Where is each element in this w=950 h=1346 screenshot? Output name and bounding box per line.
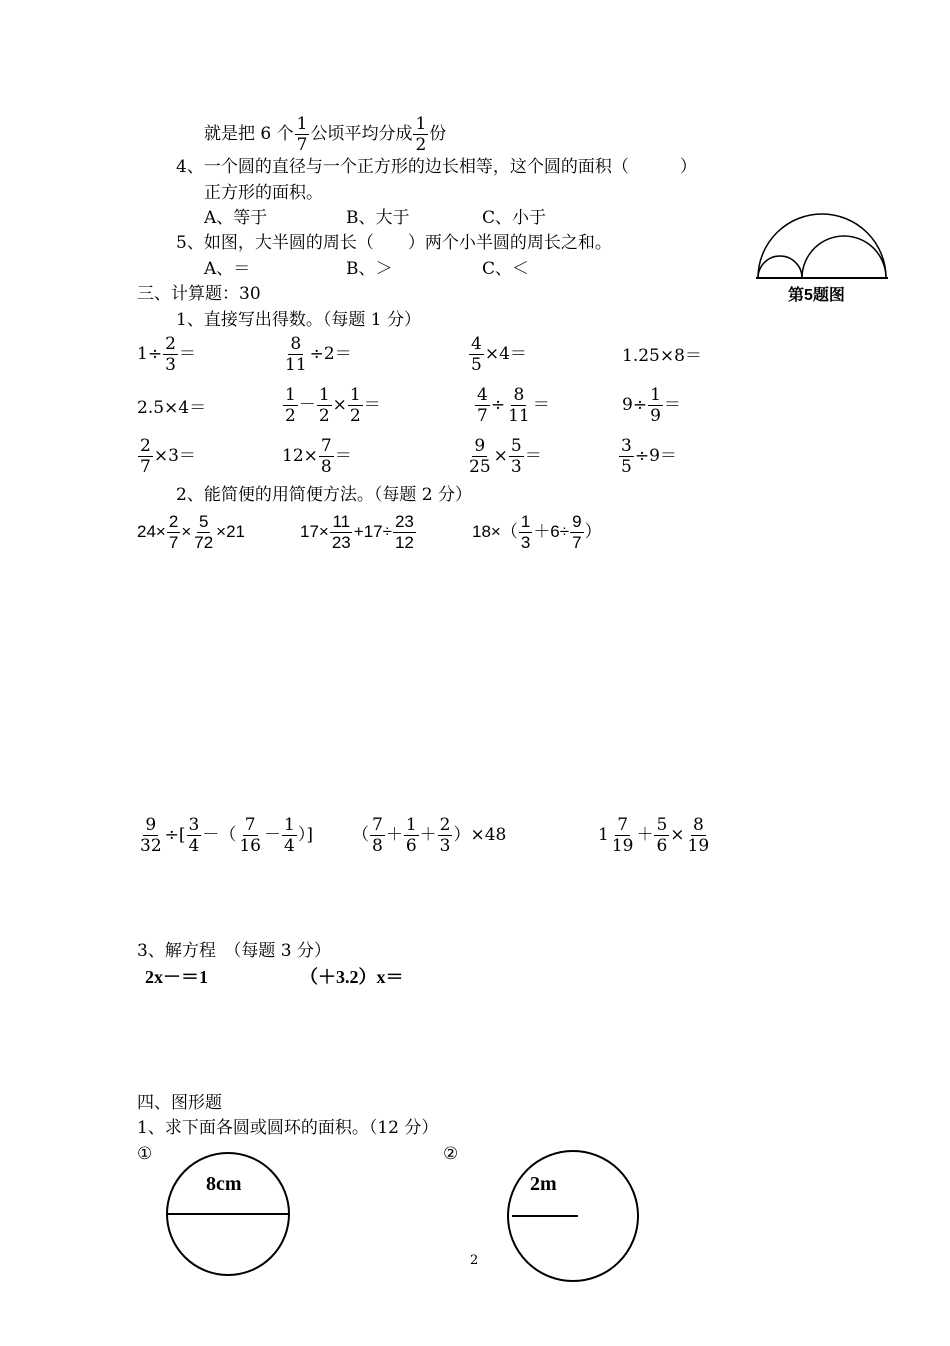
section-3-sub1: 1、直接写出得数。（每题 1 分）	[176, 310, 421, 330]
q4-option-c: C、小于	[482, 208, 547, 228]
circle-1-label: 8cm	[206, 1173, 242, 1195]
q4-option-b: B、大于	[346, 208, 410, 228]
text-line-fraction-statement: 就是把 6 个 $\frac{1}{7}$ 公顷平均分成 $\frac{1}{2}$ 份	[204, 114, 447, 155]
circle-radius-figure	[500, 1145, 646, 1291]
direct-calc-4: 1.25×8＝	[622, 346, 702, 366]
q5-option-a: A、＝	[204, 259, 251, 279]
direct-calc-11: $\frac{9}{25}$ × $\frac{5}{3}$ ＝	[469, 436, 542, 477]
direct-calc-1: 1÷ $\frac{2}{3}$ ＝	[137, 334, 196, 375]
simplify-calc-3: 18×（ $\frac{1}{3}$ ＋6÷ $\frac{9}{7}$ ）	[472, 512, 602, 552]
simplify-calc-5: （ $\frac{7}{8}$ ＋ $\frac{1}{6}$ ＋ $\frac{2}{3}$ ）×48	[352, 815, 507, 856]
simplify-calc-6: 1 $\frac{7}{19}$ ＋ $\frac{5}{6}$ × $\frac{8}{19}$	[598, 815, 710, 856]
circle-marker-2: ②	[443, 1144, 459, 1164]
direct-calc-12: $\frac{3}{5}$ ÷9＝	[621, 436, 677, 477]
direct-calc-3: $\frac{4}{5}$ ×4＝	[471, 334, 527, 375]
direct-calc-5: 2.5×4＝	[137, 398, 207, 418]
direct-calc-8: 9÷ $\frac{1}{9}$ ＝	[622, 385, 681, 426]
figure-5-caption: 第5题图	[788, 287, 845, 304]
q5-option-c: C、＜	[482, 259, 530, 279]
simplify-calc-2: 17× $\frac{11}{23}$ +17÷ $\frac{23}{12}$	[300, 512, 414, 552]
simplify-calc-1: 24× $\frac{2}{7}$ × $\frac{5}{72}$ ×21	[137, 512, 246, 552]
direct-calc-10: 12× $\frac{7}{8}$ ＝	[282, 436, 352, 477]
q5-option-b: B、＞	[346, 259, 393, 279]
simplify-calc-4: $\frac{9}{32}$ ÷[ $\frac{3}{4}$ －（ $\frac{7}{16}$ － $\frac{1}{4}$ ）]	[140, 815, 313, 856]
page-number: 2	[470, 1253, 479, 1268]
direct-calc-2: $\frac{8}{11}$ ÷2＝	[285, 334, 352, 375]
circle-diameter-figure	[160, 1143, 296, 1279]
section-4-sub1: 1、求下面各圆或圆环的面积。（12 分）	[137, 1118, 439, 1138]
direct-calc-7: $\frac{4}{7}$ ÷ $\frac{8}{11}$ ＝	[477, 385, 550, 426]
question-4: 4、一个圆的直径与一个正方形的边长相等，这个圆的面积（ ）	[176, 157, 697, 177]
direct-calc-9: $\frac{2}{7}$ ×3＝	[140, 436, 196, 477]
question-5: 5、如图，大半圆的周长（ ）两个小半圆的周长之和。	[176, 233, 612, 253]
section-3-title: 三、计算题：30	[137, 284, 261, 304]
question-4-cont: 正方形的面积。	[204, 183, 323, 203]
q4-option-a: A、等于	[204, 208, 268, 228]
equation-1: 2x－＝1	[145, 967, 208, 987]
section-3-sub3: 3、解方程 （每题 3 分）	[137, 941, 331, 961]
direct-calc-6: $\frac{1}{2}$ － $\frac{1}{2}$ × $\frac{1}{2}$ ＝	[285, 385, 381, 426]
semicircles-figure	[752, 206, 892, 282]
section-3-sub2: 2、能简便的用简便方法。（每题 2 分）	[176, 485, 472, 505]
equation-2: （＋3.2）x＝	[300, 967, 404, 987]
fraction: $\frac{1}{7}$	[296, 114, 308, 155]
fraction: $\frac{1}{2}$	[415, 114, 427, 155]
circle-marker-1: ①	[137, 1144, 153, 1164]
section-4-title: 四、图形题	[137, 1093, 222, 1113]
circle-2-label: 2m	[530, 1173, 557, 1195]
